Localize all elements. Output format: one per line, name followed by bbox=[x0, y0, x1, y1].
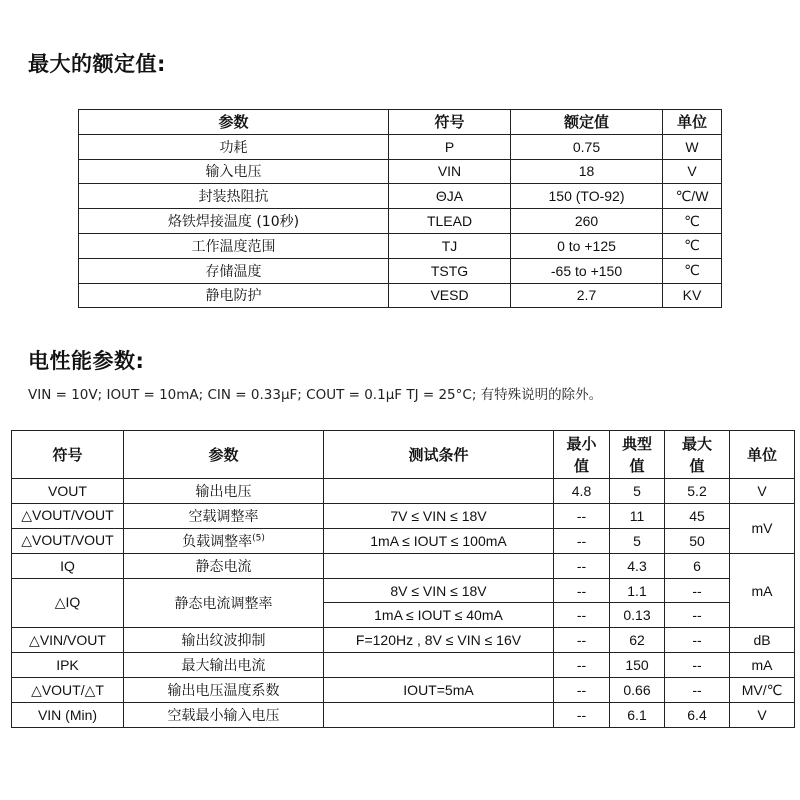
typ-cell: 62 bbox=[610, 628, 665, 653]
max-cell: 50 bbox=[665, 528, 730, 553]
symbol-cell: TSTG bbox=[389, 258, 511, 283]
table-row bbox=[12, 528, 795, 553]
table-row bbox=[79, 134, 722, 159]
param-cell: 静态电流调整率 bbox=[124, 578, 324, 628]
value-cell: 2.7 bbox=[511, 283, 663, 308]
table-row bbox=[12, 678, 795, 703]
symbol-cell: VIN (Min) bbox=[12, 703, 124, 728]
param-cell: 存储温度 bbox=[79, 258, 389, 283]
table-row bbox=[12, 653, 795, 678]
table-row bbox=[79, 184, 722, 209]
min-cell: -- bbox=[554, 703, 610, 728]
min-cell: -- bbox=[554, 578, 610, 603]
unit-cell: ℃ bbox=[663, 258, 722, 283]
param-cell: 输出纹波抑制 bbox=[124, 628, 324, 653]
table-row bbox=[12, 628, 795, 653]
header-min: 最小值 bbox=[554, 431, 610, 479]
header-symbol: 符号 bbox=[389, 110, 511, 135]
symbol-cell: △IQ bbox=[12, 578, 124, 628]
symbol-cell: VIN bbox=[389, 159, 511, 184]
unit-cell: V bbox=[663, 159, 722, 184]
unit-cell: mA bbox=[730, 653, 795, 678]
param-cell: 输出电压 bbox=[124, 479, 324, 504]
value-cell: 18 bbox=[511, 159, 663, 184]
symbol-cell: △VOUT/VOUT bbox=[12, 503, 124, 528]
header-max: 最大值 bbox=[665, 431, 730, 479]
typ-cell: 5 bbox=[610, 528, 665, 553]
header-unit: 单位 bbox=[663, 110, 722, 135]
unit-cell: ℃ bbox=[663, 209, 722, 234]
max-cell: -- bbox=[665, 628, 730, 653]
unit-cell: ℃/W bbox=[663, 184, 722, 209]
min-cell: -- bbox=[554, 653, 610, 678]
max-cell: 6.4 bbox=[665, 703, 730, 728]
header-test: 测试条件 bbox=[324, 431, 554, 479]
param-cell bbox=[124, 528, 324, 553]
value-cell: 0.75 bbox=[511, 134, 663, 159]
max-cell: 45 bbox=[665, 503, 730, 528]
test-cell: 1mA ≤ IOUT ≤ 100mA bbox=[324, 528, 554, 553]
unit-cell: V bbox=[730, 479, 795, 504]
param-cell: 静电防护 bbox=[79, 283, 389, 308]
test-conditions-note: VIN = 10V; IOUT = 10mA; CIN = 0.33μF; COUT = 0.1μF TJ = 25°C; 有特殊说明的除外。 bbox=[28, 387, 603, 403]
max-cell: -- bbox=[665, 578, 730, 603]
max-cell: 5.2 bbox=[665, 479, 730, 504]
table-row bbox=[12, 479, 795, 504]
symbol-cell: △VIN/VOUT bbox=[12, 628, 124, 653]
symbol-cell: TLEAD bbox=[389, 209, 511, 234]
param-cell: 空载调整率 bbox=[124, 503, 324, 528]
test-cell bbox=[324, 653, 554, 678]
symbol-cell: VOUT bbox=[12, 479, 124, 504]
min-cell: -- bbox=[554, 553, 610, 578]
ratings-table bbox=[78, 109, 722, 308]
typ-cell: 5 bbox=[610, 479, 665, 504]
param-cell: 空载最小输入电压 bbox=[124, 703, 324, 728]
min-cell: 4.8 bbox=[554, 479, 610, 504]
test-cell bbox=[324, 703, 554, 728]
table-row bbox=[12, 553, 795, 578]
unit-cell: mA bbox=[730, 553, 795, 628]
table-row bbox=[79, 233, 722, 258]
unit-cell: mV bbox=[730, 503, 795, 553]
table-row bbox=[79, 159, 722, 184]
table-row bbox=[79, 209, 722, 234]
min-cell: -- bbox=[554, 603, 610, 628]
header-param: 参数 bbox=[124, 431, 324, 479]
param-cell: 输出电压温度系数 bbox=[124, 678, 324, 703]
param-cell: 静态电流 bbox=[124, 553, 324, 578]
max-cell: -- bbox=[665, 678, 730, 703]
table-header-row bbox=[79, 110, 722, 135]
table-row bbox=[79, 258, 722, 283]
section-title-ratings: 最大的额定值: bbox=[28, 52, 166, 76]
header-param: 参数 bbox=[79, 110, 389, 135]
param-cell: 工作温度范围 bbox=[79, 233, 389, 258]
symbol-cell: IPK bbox=[12, 653, 124, 678]
symbol-cell: IQ bbox=[12, 553, 124, 578]
test-cell bbox=[324, 553, 554, 578]
typ-cell: 0.66 bbox=[610, 678, 665, 703]
typ-cell: 0.13 bbox=[610, 603, 665, 628]
min-cell: -- bbox=[554, 528, 610, 553]
min-cell: -- bbox=[554, 503, 610, 528]
symbol-cell: ΘJA bbox=[389, 184, 511, 209]
table-header-row bbox=[12, 431, 795, 479]
max-cell: 6 bbox=[665, 553, 730, 578]
param-cell: 功耗 bbox=[79, 134, 389, 159]
section-title-electrical: 电性能参数: bbox=[28, 349, 145, 373]
symbol-cell: P bbox=[389, 134, 511, 159]
value-cell: 150 (TO-92) bbox=[511, 184, 663, 209]
table-row bbox=[79, 283, 722, 308]
header-unit: 单位 bbox=[730, 431, 795, 479]
symbol-cell: TJ bbox=[389, 233, 511, 258]
footnote-ref: (5) bbox=[252, 533, 265, 544]
unit-cell: ℃ bbox=[663, 233, 722, 258]
test-cell: 1mA ≤ IOUT ≤ 40mA bbox=[324, 603, 554, 628]
value-cell: 0 to +125 bbox=[511, 233, 663, 258]
test-cell: 7V ≤ VIN ≤ 18V bbox=[324, 503, 554, 528]
typ-cell: 11 bbox=[610, 503, 665, 528]
table-row bbox=[12, 503, 795, 528]
test-cell: IOUT=5mA bbox=[324, 678, 554, 703]
header-symbol: 符号 bbox=[12, 431, 124, 479]
typ-cell: 4.3 bbox=[610, 553, 665, 578]
min-cell: -- bbox=[554, 678, 610, 703]
table-row bbox=[12, 578, 795, 603]
header-typ: 典型值 bbox=[610, 431, 665, 479]
symbol-cell: △VOUT/△T bbox=[12, 678, 124, 703]
test-cell: 8V ≤ VIN ≤ 18V bbox=[324, 578, 554, 603]
min-cell: -- bbox=[554, 628, 610, 653]
symbol-cell: △VOUT/VOUT bbox=[12, 528, 124, 553]
typ-cell: 1.1 bbox=[610, 578, 665, 603]
value-cell: -65 to +150 bbox=[511, 258, 663, 283]
param-cell: 输入电压 bbox=[79, 159, 389, 184]
typ-cell: 150 bbox=[610, 653, 665, 678]
header-value: 额定值 bbox=[511, 110, 663, 135]
typ-cell: 6.1 bbox=[610, 703, 665, 728]
max-cell: -- bbox=[665, 653, 730, 678]
param-cell: 最大输出电流 bbox=[124, 653, 324, 678]
param-label: 负载调整率 bbox=[182, 533, 253, 550]
table-row bbox=[12, 703, 795, 728]
test-cell: F=120Hz , 8V ≤ VIN ≤ 16V bbox=[324, 628, 554, 653]
param-cell: 烙铁焊接温度 (10秒) bbox=[79, 209, 389, 234]
unit-cell: V bbox=[730, 703, 795, 728]
value-cell: 260 bbox=[511, 209, 663, 234]
max-cell: -- bbox=[665, 603, 730, 628]
symbol-cell: VESD bbox=[389, 283, 511, 308]
param-cell: 封装热阻抗 bbox=[79, 184, 389, 209]
unit-cell: KV bbox=[663, 283, 722, 308]
test-cell bbox=[324, 479, 554, 504]
unit-cell: dB bbox=[730, 628, 795, 653]
unit-cell: MV/℃ bbox=[730, 678, 795, 703]
unit-cell: W bbox=[663, 134, 722, 159]
electrical-table bbox=[11, 430, 795, 728]
